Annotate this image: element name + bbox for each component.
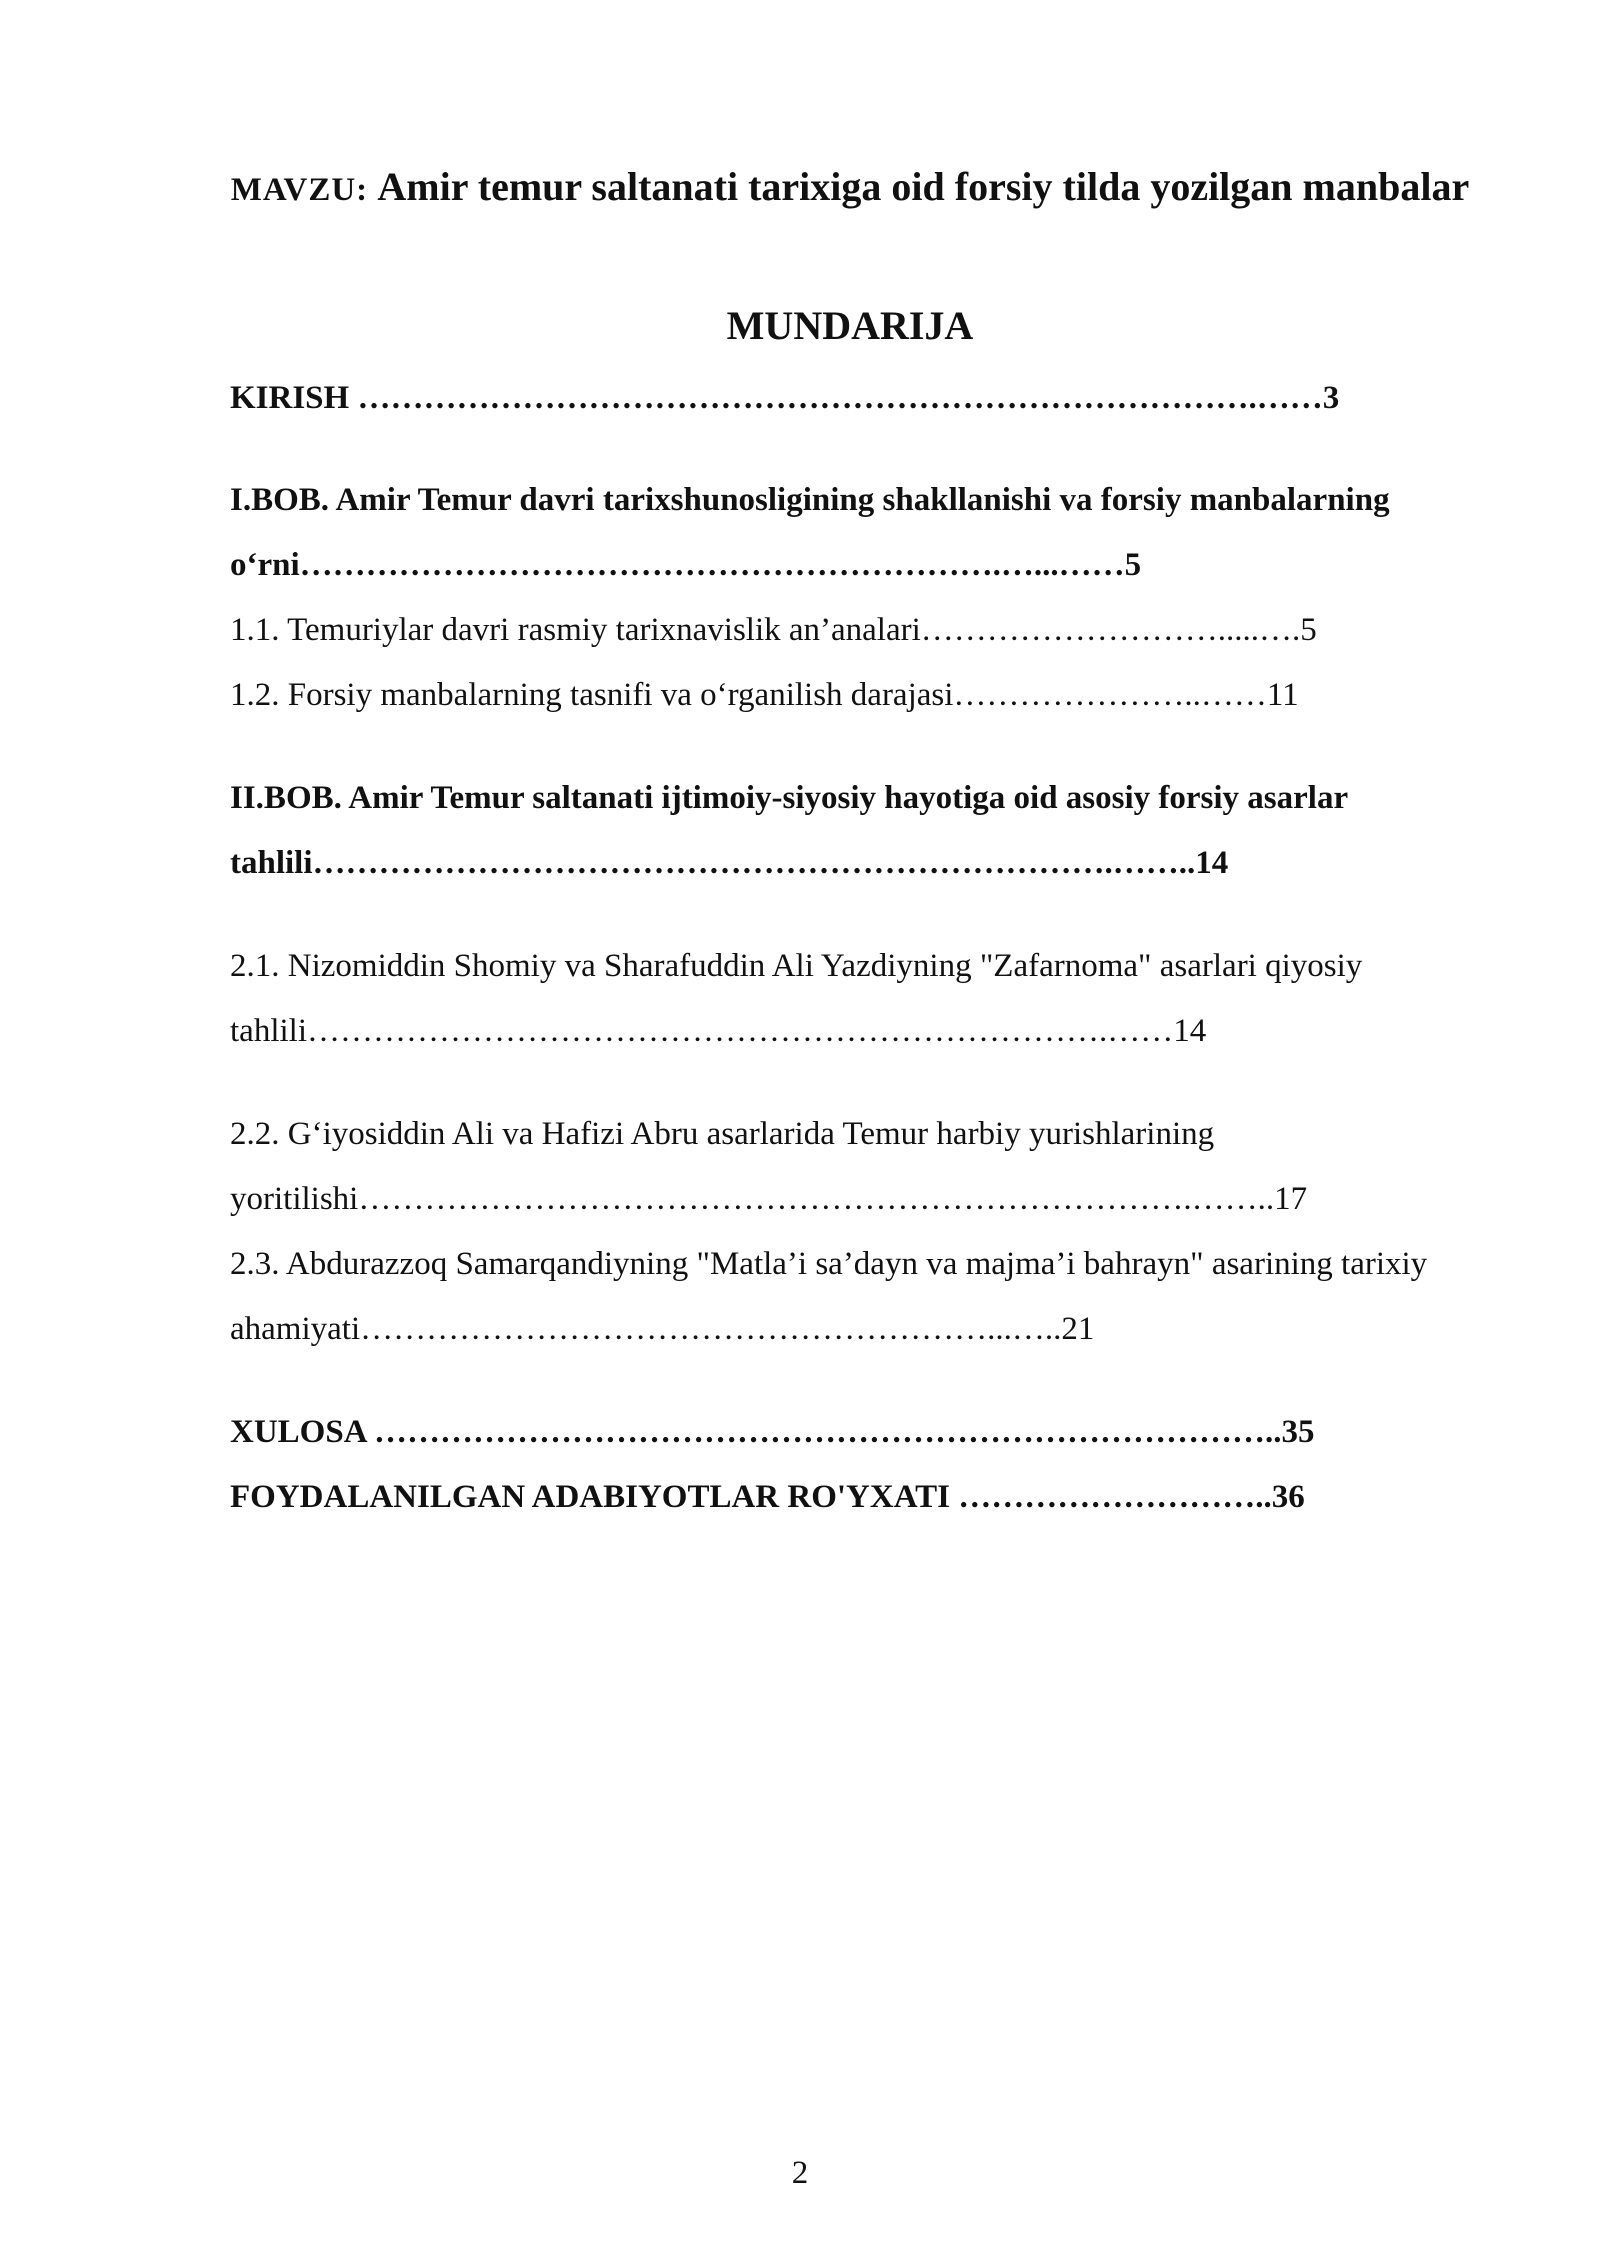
- page-number: 2: [791, 2155, 809, 2191]
- toc-entry-xulosa: XULOSA ………………………………………………………………………..35: [230, 1414, 1315, 1450]
- toc-entry-chapter-1: I.BOB. Amir Temur davri tarixshunosligining shakllanishi va forsiy manbalarning o‘rni……………………………………………………….…...……5: [230, 482, 1390, 583]
- table-of-contents: [230, 366, 1480, 1530]
- toc-entry-chapter-2: II.BOB. Amir Temur saltanati ijtimoiy-siyosiy hayotiga oid asosiy forsiy asarlar tahlili……………………………………………………………….……..14: [230, 780, 1348, 881]
- toc-entry-bibliography: FOYDALANILGAN ADABIYOTLAR RO'YXATI ………………………..36: [230, 1479, 1305, 1515]
- topic-title: [230, 150, 1470, 227]
- toc-entry-1-2: 1.2. Forsiy manbalarning tasnifi va o‘rganilish darajasi…………………..……11: [230, 677, 1299, 713]
- toc-entry-2-2: 2.2. G‘iyosiddin Ali va Hafizi Abru asarlarida Temur harbiy yurishlarining yoritilishi………………………………………………………………….……..17: [230, 1116, 1308, 1217]
- toc-entry-2-1: 2.1. Nizomiddin Shomiy va Sharafuddin Ali Yazdiyning "Zafarnoma" asarlari qiyosiy tahlili……………………………………………………………….……14: [230, 948, 1363, 1049]
- toc-heading: MUNDARIJA: [726, 303, 974, 348]
- toc-entry-kirish: KIRISH ……………………………………………………………………….……3: [230, 380, 1340, 416]
- topic-prefix: MAVZU:: [230, 172, 378, 208]
- toc-entry-1-1: 1.1. Temuriylar davri rasmiy tarixnavislik an’analari……………………….....….5: [230, 612, 1317, 648]
- toc-entry-2-3: 2.3. Abdurazzoq Samarqandiyning "Matla’i sa’dayn va majma’i bahrayn" asarining tarixiy ahamiyati…………………………………………………...…..21: [230, 1246, 1428, 1347]
- topic-text: Amir temur saltanati tarixiga oid forsiy tilda yozilgan manbalar: [377, 164, 1470, 209]
